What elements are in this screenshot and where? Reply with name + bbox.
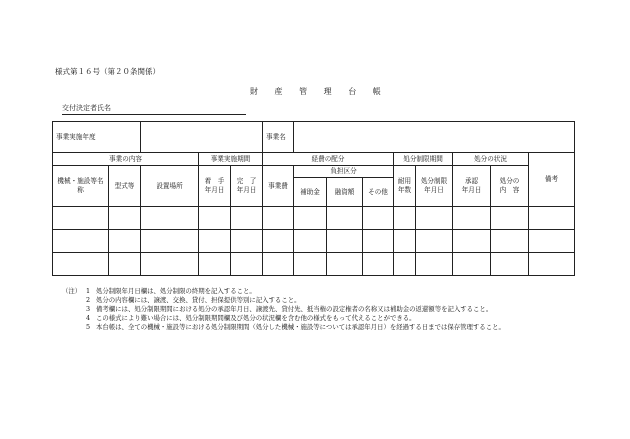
note-item — [62, 305, 582, 314]
title-char: 財 — [250, 87, 258, 96]
table-cell[interactable] — [263, 253, 294, 276]
table-cell[interactable] — [327, 230, 363, 253]
note-number: 2 — [86, 296, 91, 305]
table-cell[interactable] — [263, 230, 294, 253]
table-cell[interactable] — [491, 230, 529, 253]
document-title — [250, 86, 381, 97]
table-cell[interactable] — [109, 253, 141, 276]
location-header: 設置場所 — [141, 166, 199, 207]
implementation-period-header: 事業実施期間 — [199, 153, 263, 166]
note-number: 4 — [86, 314, 91, 323]
other-header: その他 — [363, 178, 394, 207]
note-number: 3 — [86, 305, 91, 314]
note-number: 1 — [86, 287, 91, 295]
grantee-name-label: 交付決定者氏名 — [62, 104, 111, 112]
header-line: 耐用 — [397, 177, 412, 186]
note-item — [62, 314, 582, 323]
model-header: 型式等 — [109, 166, 141, 207]
table-cell[interactable] — [416, 230, 453, 253]
note-spacer — [62, 296, 86, 305]
header-line: 処分の — [499, 177, 520, 186]
table-cell[interactable] — [453, 207, 491, 230]
title-char: 理 — [323, 87, 332, 96]
property-ledger-table — [52, 121, 575, 276]
table-row — [53, 207, 575, 230]
useful-life-header — [394, 166, 416, 207]
table-cell[interactable] — [141, 230, 199, 253]
table-cell[interactable] — [294, 207, 327, 230]
burden-category-header: 負担区分 — [294, 166, 394, 178]
header-line: 年月日 — [236, 186, 257, 194]
table-row — [53, 230, 575, 253]
table-cell[interactable] — [327, 253, 363, 276]
project-content-header: 事業の内容 — [53, 153, 199, 166]
financing-header: 融資額 — [327, 178, 363, 207]
title-char: 台 — [348, 87, 357, 96]
table-cell[interactable] — [363, 207, 394, 230]
disposal-period-header: 処分制限期間 — [394, 153, 453, 166]
approval-date-header — [453, 166, 491, 207]
table-cell[interactable] — [394, 230, 416, 253]
table-cell[interactable] — [231, 230, 263, 253]
start-date-header — [199, 166, 231, 207]
notes-section — [62, 287, 582, 332]
table-cell[interactable] — [529, 207, 575, 230]
table-cell[interactable] — [109, 207, 141, 230]
table-cell[interactable] — [453, 253, 491, 276]
table-cell[interactable] — [231, 207, 263, 230]
subsidy-header: 補助金 — [294, 178, 327, 207]
header-line: 年月日 — [461, 186, 482, 194]
note-spacer — [62, 305, 86, 314]
notes-head: （注） — [62, 287, 82, 295]
header-line: 年月日 — [424, 186, 444, 194]
table-cell[interactable] — [199, 207, 231, 230]
note-item — [62, 296, 582, 305]
table-cell[interactable] — [53, 253, 109, 276]
table-cell[interactable] — [231, 253, 263, 276]
table-cell[interactable] — [327, 207, 363, 230]
table-cell[interactable] — [109, 230, 141, 253]
form-number: 様式第１６号（第２０条関係） — [55, 67, 160, 76]
header-line: 年月日 — [204, 186, 225, 194]
fiscal-year-value[interactable] — [141, 122, 263, 153]
title-char: 産 — [274, 87, 283, 96]
header-line: 着 手 — [204, 177, 225, 186]
disposal-limit-date-header — [416, 166, 453, 207]
header-line: 処分制限 — [420, 177, 448, 186]
project-cost-header: 事業費 — [263, 166, 294, 207]
note-text: 本台帳は、全ての機械・施設等における処分制限期間（処分した機械・施設等については承認年月日）を経過する日までは保存管理すること。 — [96, 323, 505, 332]
header-info-row — [53, 122, 575, 153]
group-header-row — [53, 153, 575, 166]
project-name-value[interactable] — [294, 122, 575, 153]
cost-allocation-header: 経費の配分 — [263, 153, 394, 166]
header-line: 内 容 — [499, 186, 520, 194]
grantee-name-field[interactable] — [62, 103, 246, 115]
table-cell[interactable] — [416, 253, 453, 276]
remarks-header: 備考 — [529, 153, 575, 207]
header-line: 完 了 — [236, 177, 257, 186]
table-cell[interactable] — [394, 207, 416, 230]
table-cell[interactable] — [53, 207, 109, 230]
table-cell[interactable] — [491, 253, 529, 276]
table-cell[interactable] — [199, 253, 231, 276]
burden-header-row — [53, 166, 575, 178]
header-line: 年数 — [397, 186, 412, 194]
project-name-label: 事業名 — [263, 122, 294, 153]
table-cell[interactable] — [263, 207, 294, 230]
completion-date-header — [231, 166, 263, 207]
table-cell[interactable] — [363, 253, 394, 276]
table-row — [53, 253, 575, 276]
fiscal-year-label: 事業実施年度 — [53, 122, 141, 153]
table-cell[interactable] — [453, 230, 491, 253]
disposal-content-header — [491, 166, 529, 207]
note-item — [62, 287, 582, 296]
note-number: 5 — [86, 323, 91, 332]
table-cell[interactable] — [529, 230, 575, 253]
note-text: 処分制限年月日欄は、処分制限の終期を記入すること。 — [96, 287, 256, 295]
table-cell[interactable] — [294, 253, 327, 276]
table-cell[interactable] — [199, 230, 231, 253]
note-text: 備考欄には、処分制限期間における処分の承認年月日、譲渡先、貸付先、抵当権の設定権者の名称又は補助金の返還額等を記入すること。 — [96, 305, 493, 314]
table-cell[interactable] — [416, 207, 453, 230]
header-line: 承認 — [464, 177, 479, 186]
note-text: この様式により難い場合には、処分制限期間欄及び処分の状況欄を含む他の様式をもって代えることができる。 — [96, 314, 416, 323]
table-cell[interactable] — [53, 230, 109, 253]
table-cell[interactable] — [141, 207, 199, 230]
table-cell[interactable] — [294, 230, 327, 253]
note-spacer — [62, 323, 86, 332]
equipment-name-header — [53, 166, 109, 207]
note-item — [62, 323, 582, 332]
table-cell[interactable] — [394, 253, 416, 276]
table-cell[interactable] — [491, 207, 529, 230]
note-spacer — [62, 314, 86, 323]
title-char: 管 — [299, 87, 308, 96]
disposal-status-header: 処分の状況 — [453, 153, 529, 166]
table-cell[interactable] — [529, 253, 575, 276]
header-line: 機械・施設等名 — [57, 177, 104, 186]
header-line: 称 — [77, 186, 84, 194]
title-char: 帳 — [372, 87, 381, 96]
table-cell[interactable] — [363, 230, 394, 253]
note-text: 処分の内容欄には、譲渡、交換、貸付、担保提供等別に記入すること。 — [96, 296, 301, 305]
table-cell[interactable] — [141, 253, 199, 276]
